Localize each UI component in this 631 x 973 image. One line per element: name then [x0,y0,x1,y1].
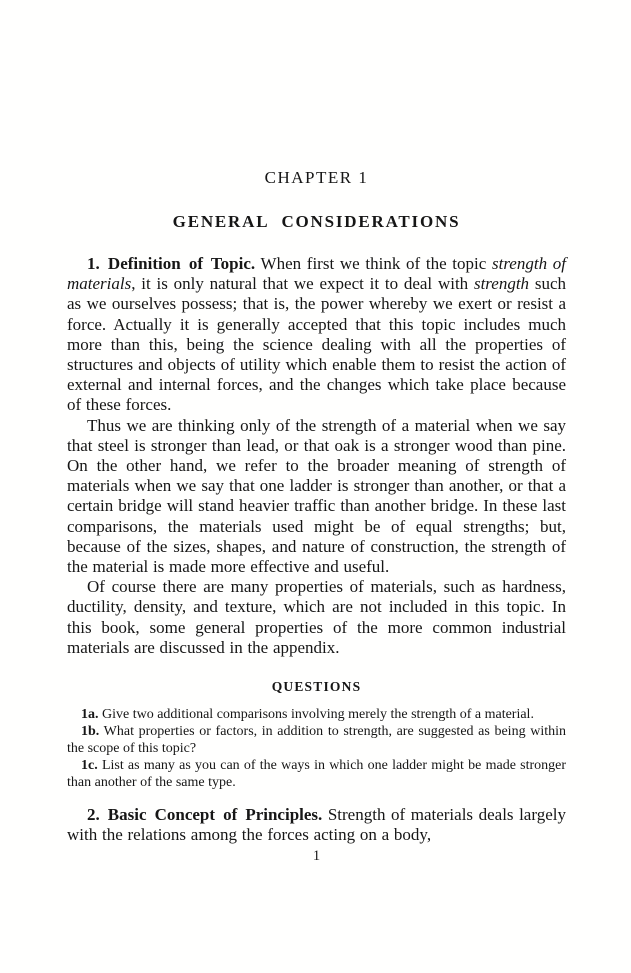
text-run: , it is only natural that we expect it to deal with [131,274,474,294]
page-number: 1 [312,848,321,865]
question-1a-text: Give two additional comparisons involving merely the strength of a material. [98,707,534,723]
italic-strength-of-materials: strength of materials [67,254,566,294]
section-1-heading: 1. Definition of Topic. [87,254,256,273]
question-1c-text: List as many as you can of the ways in which one ladder might be made stronger than another of the same type. [67,758,566,791]
question-1a-label: 1a. [81,707,99,723]
question-1b-text: What properties or factors, in addition to strength, are suggested as being within the scope of this topic? [67,724,566,757]
paragraph-basic-concept-of-principles [67,805,566,845]
paragraph-of-course: Of course there are many properties of materials, such as hardness, ductility, density, and texture, which are not included in this topic. In this book, some general properties of the more common industrial materials are discussed in the appendix. [67,577,566,657]
section-2-heading: 2. Basic Concept of Principles. [87,805,323,825]
question-1a [67,706,566,723]
questions-heading: QUESTIONS [271,679,362,695]
text-run: Strength of materials deals largely with the relations among the forces acting on a body, [67,805,566,845]
question-1c [67,757,566,791]
question-1b-label: 1b. [81,724,100,740]
question-1c-label: 1c. [81,758,98,774]
paragraph-definition-of-topic [67,254,566,416]
page-title: GENERAL CONSIDERATIONS [172,212,461,231]
text-run: such as we ourselves possess; that is, the power whereby we exert or resist a force. Actually it is generally accepted that this topic includes much more than this, being the science dealing with all the properties of structures and objects of utility which enable them to resist the action of external and internal forces, and the changes which take place because of these forces. [67,274,566,415]
paragraph-thus-we-are-thinking: Thus we are thinking only of the strength of a material when we say that steel is stronger than lead, or that oak is a stronger wood than pine. On the other hand, we refer to the broader meaning of strength of materials when we say that one ladder is stronger than another, or that a certain bridge will stand heavier traffic than another bridge. In these last comparisons, the materials used might be of equal strengths; but, because of the sizes, shapes, and nature of construction, the strength of the material is made more effective and useful. [67,415,566,577]
question-1b [67,723,566,757]
text-run: When first we think of the topic [255,254,492,273]
italic-strength: strength [473,274,530,294]
chapter-heading: CHAPTER 1 [264,168,369,187]
